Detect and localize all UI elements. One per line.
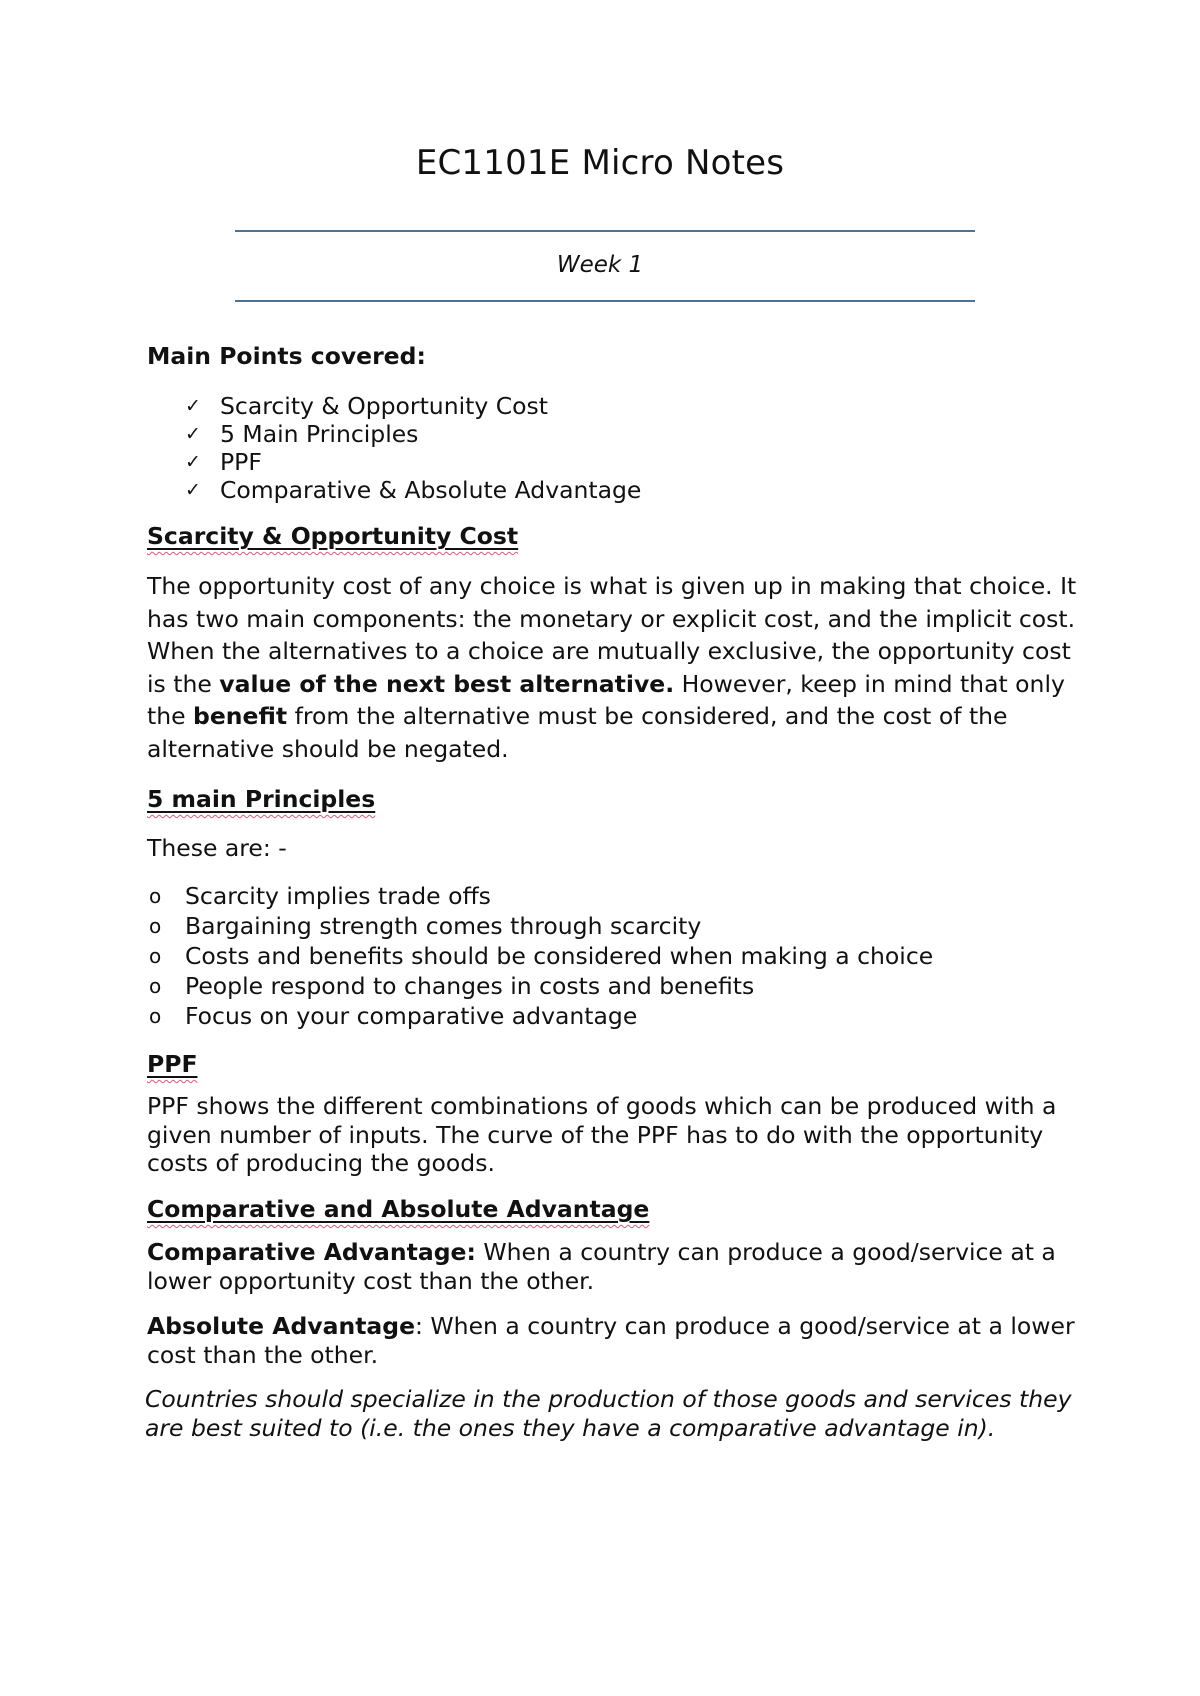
document-title: EC1101E Micro Notes	[415, 143, 785, 183]
principles-intro: These are: -	[147, 834, 287, 862]
main-points-list	[185, 392, 641, 504]
principles-heading: 5 main Principles	[147, 785, 376, 813]
list-item: o Bargaining strength comes through scarcity	[149, 912, 702, 940]
bullet-circle-icon: o	[149, 1004, 162, 1028]
list-item: ✓ Comparative & Absolute Advantage	[185, 476, 642, 504]
specialization-conclusion: Countries should specialize in the production of those goods and services they are best suited to (i.e. the ones they have a comparative advantage in).	[145, 1385, 1072, 1442]
bullet-circle-icon: o	[149, 914, 162, 938]
list-item: ✓ Scarcity & Opportunity Cost	[185, 392, 548, 420]
list-item: o Focus on your comparative advantage	[149, 1002, 638, 1030]
scarcity-paragraph: The opportunity cost of any choice is what is given up in making that choice. It has two main components: the monetary or explicit cost, and the implicit cost. When the alternatives to a choice are mutually exclusive, the opportunity cost is the value of the next best alternative. However, keep in mind that only the benefit from the alternative must be considered, and the cost of the alternative should be negated.	[147, 572, 1077, 763]
list-item: ✓ 5 Main Principles	[185, 420, 419, 448]
title-divider-top	[235, 230, 975, 232]
ppf-heading: PPF	[147, 1050, 198, 1078]
checkmark-icon: ✓	[185, 451, 201, 473]
checkmark-icon: ✓	[185, 423, 201, 445]
comparative-advantage-paragraph: Comparative Advantage: When a country can produce a good/service at a lower opportunity cost than the other.	[147, 1238, 1056, 1295]
ppf-paragraph: PPF shows the different combinations of goods which can be produced with a given number of inputs. The curve of the PPF has to do with the opportunity costs of producing the goods.	[147, 1092, 1057, 1177]
advantage-heading: Comparative and Absolute Advantage	[147, 1195, 650, 1223]
bullet-circle-icon: o	[149, 974, 162, 998]
checkmark-icon: ✓	[185, 395, 201, 417]
title-divider-bottom	[235, 300, 975, 302]
principles-list	[147, 881, 933, 1031]
absolute-advantage-paragraph: Absolute Advantage: When a country can produce a good/service at a lower cost than the other.	[147, 1312, 1075, 1369]
main-points-heading: Main Points covered:	[147, 342, 426, 370]
document-subtitle: Week 1	[556, 252, 644, 278]
scarcity-heading: Scarcity & Opportunity Cost	[147, 522, 519, 550]
list-item: o Scarcity implies trade offs	[149, 882, 491, 910]
bullet-circle-icon: o	[149, 944, 162, 968]
bullet-circle-icon: o	[149, 884, 162, 908]
checkmark-icon: ✓	[185, 479, 201, 501]
list-item: o People respond to changes in costs and benefits	[149, 972, 755, 1000]
list-item: ✓ PPF	[185, 448, 262, 476]
list-item: o Costs and benefits should be considered when making a choice	[149, 942, 934, 970]
